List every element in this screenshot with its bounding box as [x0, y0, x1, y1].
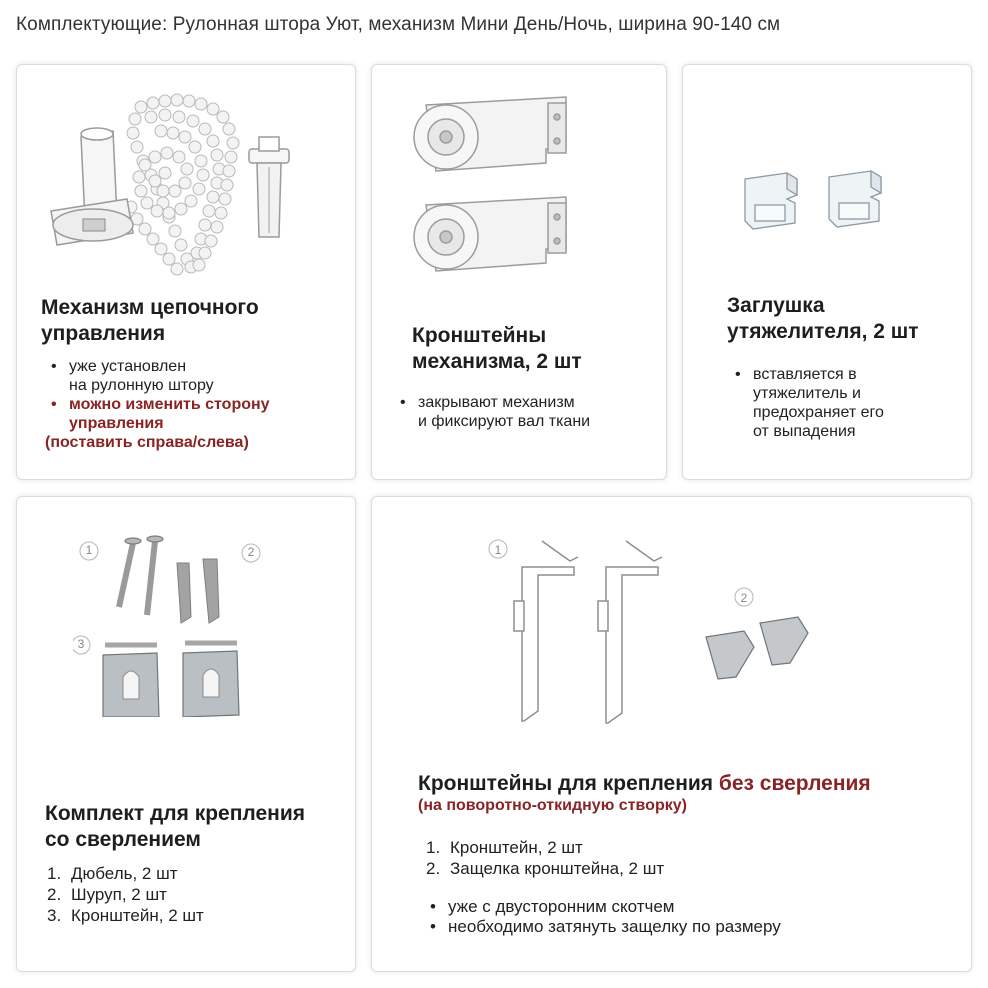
drill-kit-image	[73, 527, 273, 717]
item-number: 1.	[426, 838, 441, 857]
chain-mechanism-title	[41, 295, 341, 347]
drill-title-line2: со сверлением	[45, 828, 201, 851]
weight-plug-bullets	[729, 365, 959, 441]
no-drill-marker-2: 2	[740, 591, 748, 605]
list-item	[45, 357, 345, 395]
list-item	[729, 365, 959, 441]
weight-plug-title	[727, 293, 957, 345]
chain-bullet1-line2: на рулонную штору	[69, 377, 214, 394]
list-item: • уже с двусторонним скотчем	[424, 897, 944, 917]
chain-title-line2: управления	[41, 322, 166, 345]
no-drill-brackets-image	[482, 531, 842, 751]
no-drill-subtitle: (на поворотно-откидную створку)	[418, 797, 687, 814]
mechanism-brackets-image	[406, 89, 586, 289]
item-text: Шуруп, 2 шт	[71, 885, 167, 904]
drill-title-line1: Комплект для крепления	[45, 802, 306, 825]
card-drill-kit	[16, 496, 356, 972]
list-item	[426, 837, 926, 858]
list-item	[394, 393, 654, 431]
chain-bullet2-line3: (поставить справа/слева)	[45, 434, 249, 451]
brackets-title-line1: Кронштейны	[412, 324, 547, 347]
item-text: Защелка кронштейна, 2 шт	[450, 859, 665, 878]
brackets-bullet-line2: и фиксируют вал ткани	[418, 413, 591, 430]
drill-marker-1: 1	[85, 543, 93, 557]
plug-line1: • вставляется в	[753, 366, 857, 383]
item-number: 3.	[47, 906, 62, 925]
mechanism-brackets-bullets	[394, 393, 654, 431]
drill-kit-list	[47, 863, 327, 926]
card-mechanism-brackets	[371, 64, 667, 480]
weight-plug-image	[737, 159, 907, 249]
drill-kit-title	[45, 801, 345, 853]
no-drill-list	[426, 837, 926, 879]
chain-title-line1: Механизм цепочного	[41, 296, 259, 319]
list-item	[426, 858, 926, 879]
item-text: Кронштейн, 2 шт	[71, 906, 204, 925]
card-weight-plug	[682, 64, 972, 480]
plug-line3: предохраняет его	[753, 404, 884, 421]
card-chain-mechanism	[16, 64, 356, 480]
list-item	[47, 905, 327, 926]
list-item	[47, 863, 327, 884]
plug-title-line1: Заглушка	[727, 294, 825, 317]
mechanism-brackets-title	[412, 323, 652, 375]
no-drill-title-accent: без сверления	[718, 772, 871, 795]
plug-line4: от выпадения	[753, 423, 856, 440]
chain-mechanism-image	[41, 87, 301, 287]
plug-line2: утяжелитель и	[753, 385, 861, 402]
drill-marker-2: 2	[247, 545, 255, 559]
no-drill-marker-1: 1	[494, 543, 502, 557]
chain-bullet2-line1: • можно изменить сторону	[69, 396, 270, 413]
item-number: 1.	[47, 864, 62, 883]
chain-bullet1-line1: • уже установлен	[69, 358, 187, 375]
item-number: 2.	[47, 885, 62, 904]
no-drill-bullets	[424, 897, 944, 937]
list-item	[45, 395, 345, 452]
item-number: 2.	[426, 859, 441, 878]
no-drill-title-main: Кронштейны для крепления	[418, 772, 719, 795]
item-text: Дюбель, 2 шт	[71, 864, 178, 883]
no-drill-title	[418, 771, 958, 797]
plug-title-line2: утяжелителя, 2 шт	[727, 320, 919, 343]
list-item	[47, 884, 327, 905]
brackets-title-line2: механизма, 2 шт	[412, 350, 582, 373]
drill-marker-3: 3	[77, 637, 85, 651]
brackets-bullet-line1: • закрывают механизм	[418, 394, 575, 411]
chain-bullet2-line2: управления	[69, 415, 164, 432]
item-text: Кронштейн, 2 шт	[450, 838, 583, 857]
card-no-drill-brackets	[371, 496, 972, 972]
list-item: • необходимо затянуть защелку по размеру	[424, 917, 944, 937]
page-title: Комплектующие: Рулонная штора Уют, механизм Мини День/Ночь, ширина 90-140 см	[16, 14, 781, 35]
chain-mechanism-bullets	[45, 357, 345, 452]
